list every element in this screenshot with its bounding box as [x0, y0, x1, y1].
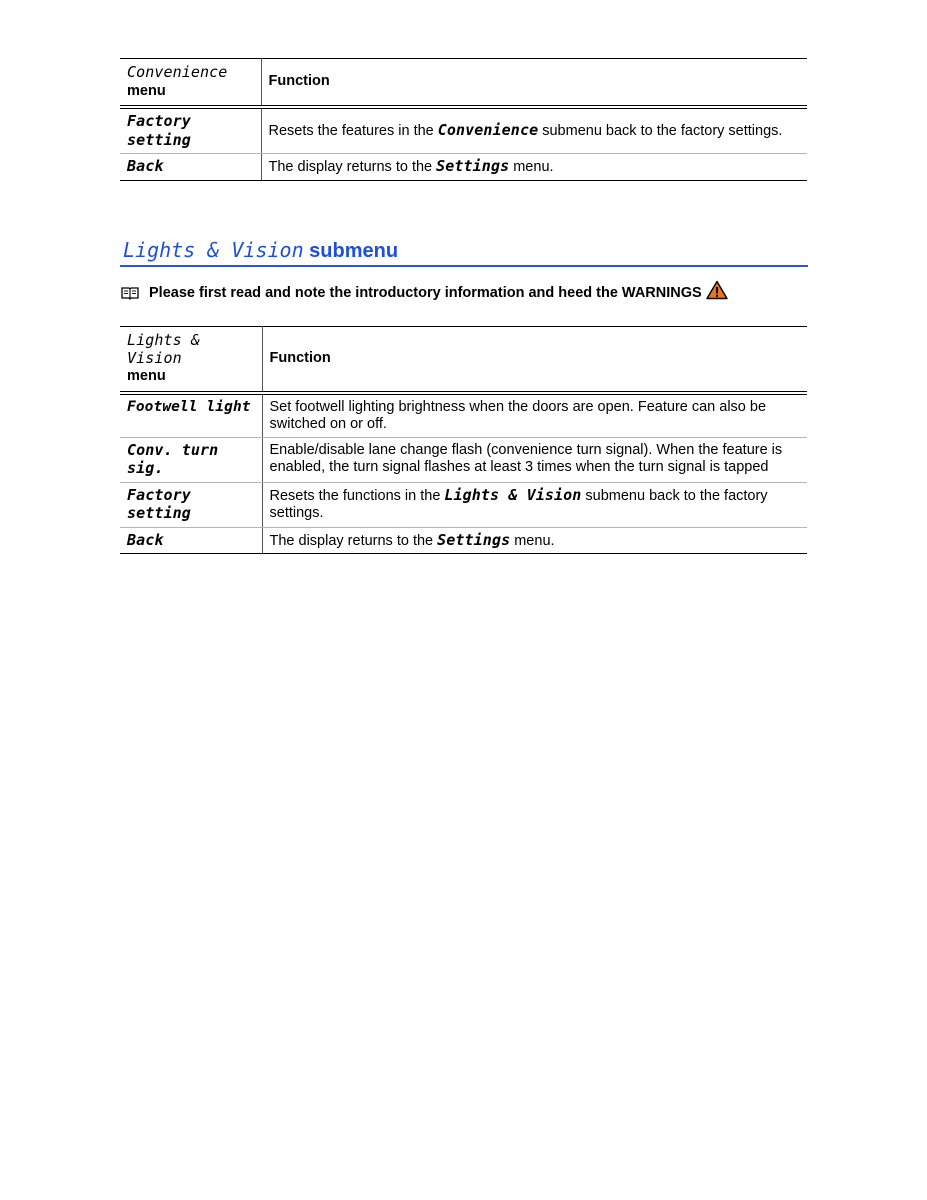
menu-item-name [120, 527, 262, 554]
note-text: Please first read and note the introductory information and heed the WARNINGS [149, 285, 702, 301]
function-description [262, 482, 807, 527]
menu-item-label: Factory setting [127, 112, 191, 149]
book-icon [121, 286, 139, 300]
function-description [261, 107, 807, 154]
warning-note [121, 281, 728, 305]
table-row [120, 482, 807, 527]
menu-column-header [120, 327, 262, 393]
menu-item-label: Footwell light [127, 398, 251, 415]
description-text: Resets the features in the [268, 123, 438, 140]
description-text: The display returns to the [268, 159, 437, 175]
function-description: Enable/disable lane change flash (convenience turn signal). When the feature is enabled, the turn signal flashes at least 3 times when the turn signal is tapped [262, 437, 807, 482]
section-heading [120, 238, 808, 267]
description-text: submenu back to the factory settings. [538, 123, 783, 140]
description-menu-ref: Lights & Vision [444, 485, 582, 504]
function-description [261, 154, 807, 181]
description-text: The display returns to the [269, 532, 438, 549]
function-column-header: Function [262, 327, 807, 393]
menu-item-label: Back [127, 157, 164, 175]
warning-triangle-icon [706, 280, 728, 300]
menu-name-label: Convenience [127, 63, 228, 81]
lights-vision-menu-table [120, 326, 807, 554]
description-text: menu. [510, 532, 555, 549]
menu-column-header [120, 59, 261, 108]
table-row [120, 437, 807, 482]
description-menu-ref: Settings [436, 157, 510, 175]
description-text: menu. [509, 159, 554, 175]
menu-item-label: Factory setting [127, 485, 191, 522]
function-column-header: Function [261, 59, 807, 108]
convenience-menu-table [120, 58, 807, 181]
menu-item-name [120, 154, 261, 181]
table-row [120, 393, 807, 438]
description-text: Resets the functions in the [269, 487, 445, 504]
menu-word-label: menu [127, 82, 166, 99]
section-heading-menu-name: Lights & Vision [123, 238, 304, 262]
menu-item-name [120, 107, 261, 154]
menu-item-name [120, 437, 262, 482]
table-row [120, 527, 807, 554]
table-header-row [120, 59, 807, 108]
section-heading-suffix: submenu [303, 240, 399, 262]
menu-word-label: menu [127, 368, 166, 384]
menu-item-name [120, 482, 262, 527]
description-text: submenu back to the factory settings. [269, 487, 768, 521]
function-description [262, 527, 807, 554]
table-row [120, 154, 807, 181]
table-header-row [120, 327, 807, 393]
description-menu-ref: Settings [437, 530, 511, 549]
description-menu-ref: Convenience [437, 121, 539, 140]
function-description: Set footwell lighting brightness when the doors are open. Feature can also be switched on or off. [262, 393, 807, 438]
menu-name-label: Lights & Vision [127, 331, 201, 367]
menu-item-label: Back [127, 530, 164, 549]
table-row [120, 107, 807, 154]
menu-item-label: Conv. turn sig. [127, 440, 219, 477]
menu-item-name [120, 393, 262, 438]
